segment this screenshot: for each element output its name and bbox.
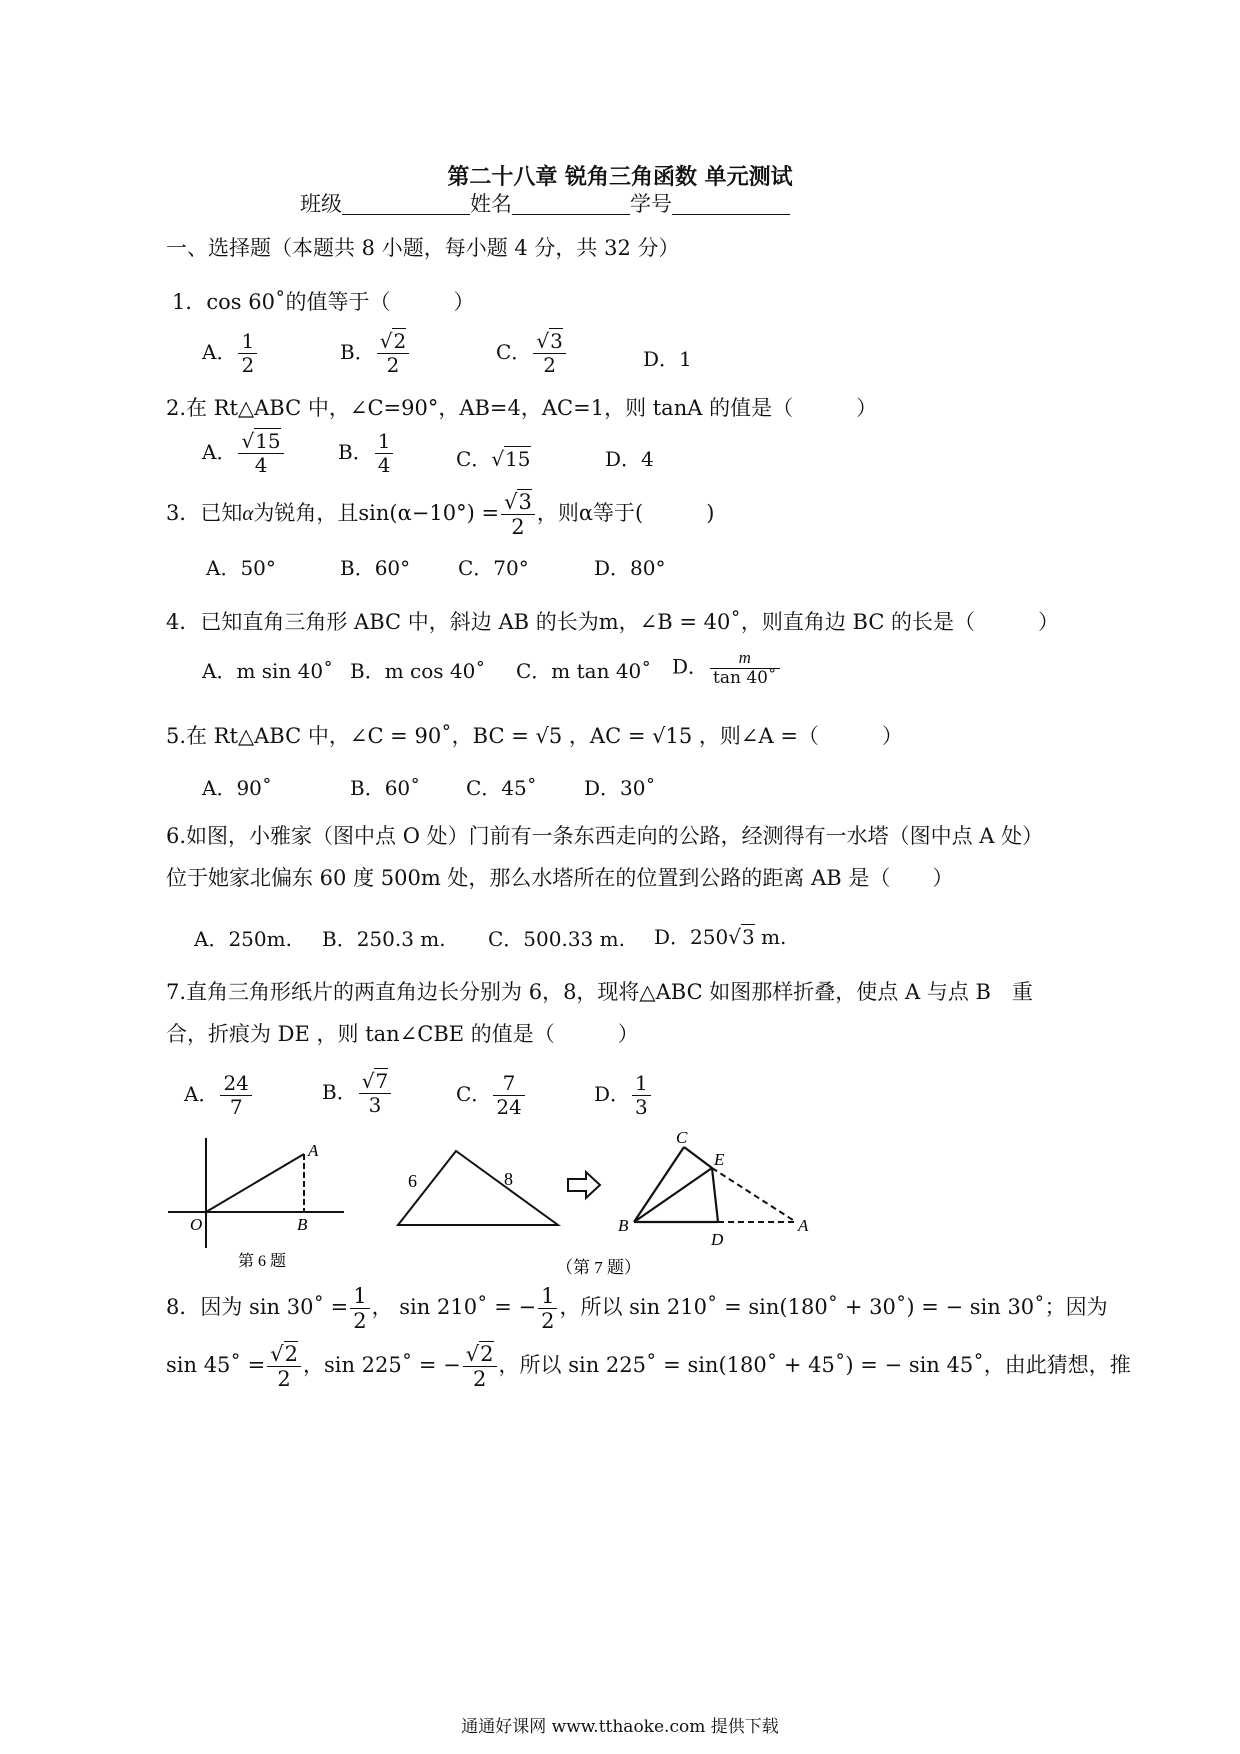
q4-option-c: C．m tan 40˚ (516, 659, 652, 683)
q3-option-a: A．50° (206, 556, 276, 580)
question-5-stem: 5.在 Rt△ABC 中，∠C = 90˚，BC = √5 ，AC = √15 ，则∠A =（ ） (166, 724, 903, 748)
fig7-segment-ed (712, 1168, 718, 1222)
figure-6 (160, 1130, 360, 1280)
fig6-label-a: A (308, 1141, 319, 1160)
fig7-label-8: 8 (504, 1169, 513, 1189)
number-blank (672, 192, 790, 215)
question-1-stem: 1．cos 60˚的值等于（ ） (172, 290, 475, 314)
fig7-arrow (568, 1172, 600, 1198)
question-7-line-2: 合，折痕为 DE ，则 tan∠CBE 的值是（ ） (166, 1022, 639, 1046)
q5-option-d: D．30˚ (584, 776, 656, 800)
fig7-label-6: 6 (408, 1171, 417, 1191)
fig7-label-b: B (618, 1216, 629, 1235)
fig7-original-triangle (398, 1151, 558, 1225)
figure-7 (390, 1125, 830, 1290)
q2-option-d: D．4 (605, 447, 654, 471)
name-blank (512, 192, 630, 215)
q7-option-a: A． $\frac{24}{7}$ (184, 1072, 254, 1119)
fig6-segment-oa (206, 1154, 304, 1212)
question-3-stem: 3．已知α为锐角，且sin(α−10°) = $\frac{√3}{2}$ ，则α等于( ) (166, 490, 715, 540)
q3-option-c: C．70° (458, 556, 529, 580)
fig7-label-c: C (676, 1128, 688, 1147)
q7-option-c: C． $\frac{7}{24}$ (456, 1072, 527, 1119)
q5-option-c: C．45˚ (466, 776, 537, 800)
q2-option-b: B． $\frac{1}{4}$ (338, 430, 395, 477)
question-8-line-1: 8．因为 sin 30˚ = $\frac{1}{2}$ ， sin 210˚ = − $\frac{1}{2}$ ，所以 sin 210˚ = sin(180˚ + 30˚) = − sin 30˚；因为 (166, 1284, 1108, 1334)
student-info-line (300, 188, 790, 218)
q1-option-d: D．1 (643, 347, 692, 371)
class-label: 班级 (300, 192, 342, 216)
fig7-caption: （第 7 题） (556, 1258, 641, 1277)
footer-source: 通通好课网 www.tthaoke.com 提供下载 (461, 1717, 779, 1737)
q5-option-b: B．60˚ (350, 776, 421, 800)
q6-option-c: C．500.33 m. (488, 927, 625, 951)
page-title: 第二十八章 锐角三角函数 单元测试 (447, 164, 793, 190)
question-6-line-1: 6.如图，小雅家（图中点 O 处）门前有一条东西走向的公路，经测得有一水塔（图中点 A 处） (166, 824, 1044, 848)
question-6-line-2: 位于她家北偏东 60 度 500m 处，那么水塔所在的位置到公路的距离 AB 是（ ） (166, 866, 954, 890)
fig6-label-b: B (297, 1215, 308, 1234)
q7-option-d: D． $\frac{1}{3}$ (594, 1072, 653, 1119)
fig6-caption: 第 6 题 (238, 1253, 287, 1270)
q3-option-d: D．80° (594, 556, 666, 580)
fig7-label-a: A (798, 1216, 809, 1235)
section-heading: 一、选择题（本题共 8 小题，每小题 4 分，共 32 分） (166, 236, 680, 260)
q6-option-d: D．250√3 m. (654, 925, 787, 949)
q2-option-a: A． $\frac{√15}{4}$ (202, 430, 286, 477)
fig7-label-e: E (714, 1150, 725, 1169)
q4-option-a: A．m sin 40˚ (202, 659, 334, 683)
fig7-segment-ea (712, 1168, 796, 1222)
q6-option-b: B．250.3 m. (322, 927, 446, 951)
q7-option-b: B． $\frac{√7}{3}$ (322, 1070, 393, 1117)
q5-option-a: A．90˚ (202, 776, 272, 800)
q3-option-b: B．60° (340, 556, 411, 580)
q1-option-a: A． $\frac{1}{2}$ (202, 330, 259, 377)
name-label: 姓名 (470, 192, 512, 216)
q4-option-d: D． $\frac{m}{\tan 40˚}$ (672, 648, 782, 688)
question-4-stem: 4．已知直角三角形 ABC 中，斜边 AB 的长为m，∠B = 40˚，则直角边 BC 的长是（ ） (166, 610, 1060, 634)
number-label: 学号 (630, 192, 672, 216)
question-2-stem: 2.在 Rt△ABC 中，∠C=90°，AB=4，AC=1，则 tanA 的值是（ ） (166, 396, 878, 420)
q1-option-c: C． $\frac{√3}{2}$ (496, 330, 568, 377)
fig6-label-o: O (190, 1215, 203, 1234)
question-8-line-2: sin 45˚ = $\frac{√2}{2}$ ，sin 225˚ = − $\frac{√2}{2}$ ，所以 sin 225˚ = sin(180˚ + 45˚) = − sin 45˚，由此猜想，推 (166, 1342, 1131, 1392)
class-blank (342, 192, 470, 215)
fig7-segment-ce (684, 1147, 712, 1168)
q4-option-b: B．m cos 40˚ (350, 659, 486, 683)
q6-option-a: A．250m. (194, 927, 292, 951)
fig7-label-d: D (711, 1230, 724, 1249)
fig7-segment-bc (634, 1147, 684, 1222)
q1-option-b: B． $\frac{√2}{2}$ (340, 330, 411, 377)
q2-option-c: C．√15 (456, 447, 531, 471)
fig7-segment-be (634, 1168, 712, 1222)
question-7-line-1: 7.直角三角形纸片的两直角边长分别为 6，8，现将△ABC 如图那样折叠，使点 A 与点 B 重 (166, 980, 1033, 1004)
